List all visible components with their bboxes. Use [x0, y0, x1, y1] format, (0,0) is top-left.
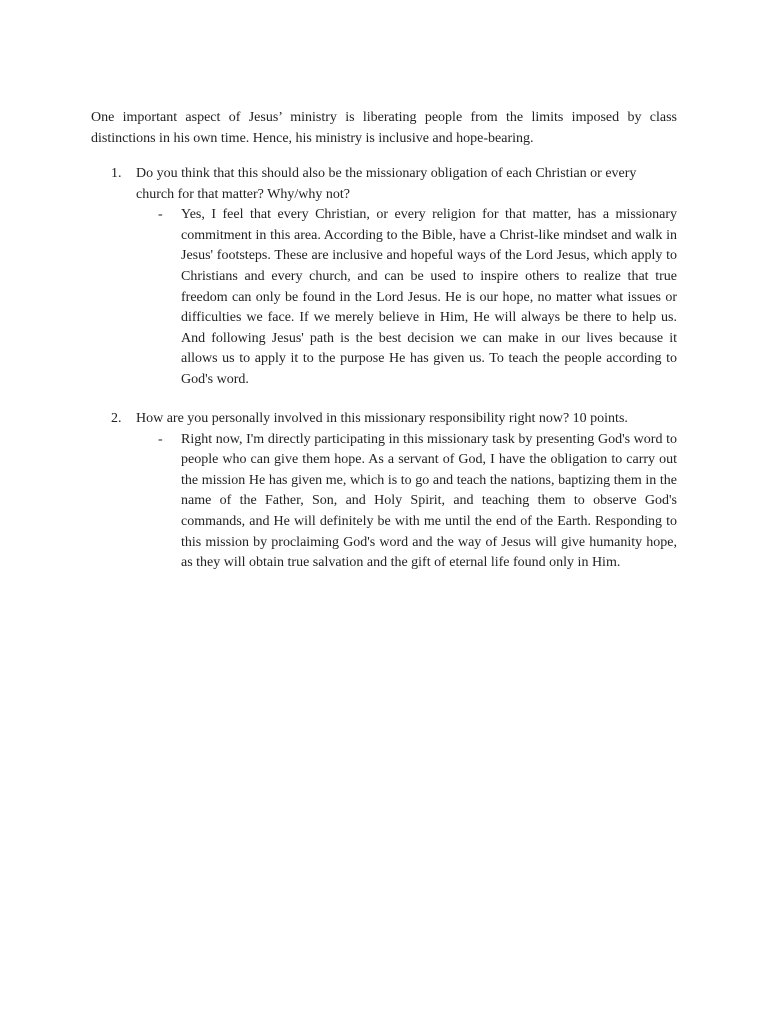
question-text: How are you personally involved in this missionary responsibility right now? 10 points. [136, 411, 628, 426]
answer-text: Yes, I feel that every Christian, or every religion for that matter, has a missionary commitment in this area. According to the Bible, have a Christ-like mindset and walk in Jesus' footsteps. These are inclusive and hopeful ways of the Lord Jesus, which apply to Christians and every church, and can be used to inspire others to realize that true freedom can only be found in the Lord Jesus. He is our hope, no matter what issues or difficulties we face. If we merely believe in Him, He will always be there to help us. And following Jesus' path is the best decision we can make in our lives because it allows us to apply it to the purpose He has given us. To teach the people according to God's word. [181, 207, 677, 387]
question-row [111, 164, 677, 205]
question-item-1 [111, 164, 677, 391]
answer-bullet: - [158, 207, 163, 223]
question-number: 1. [111, 166, 122, 181]
question-item-2 [111, 409, 677, 574]
answer-row [111, 205, 677, 390]
intro-paragraph: One important aspect of Jesus’ ministry is liberating people from the limits imposed by class distinctions in his own time. Hence, his ministry is inclusive and hope-bearing. [91, 110, 677, 146]
answer-text: Right now, I'm directly participating in this missionary task by presenting God's word to people who can give them hope. As a servant of God, I have the obligation to carry out the mission He has given me, which is to go and teach the nations, baptizing them in the name of the Father, Son, and Holy Spirit, and teaching them to observe God's commands, and He will definitely be with me until the end of the Earth. Responding to this mission by proclaiming God's word and the way of Jesus will give humanity hope, as they will obtain true salvation and the gift of eternal life found only in Him. [181, 431, 677, 571]
question-text: Do you think that this should also be the missionary obligation of each Christian or every church for that matter? Why/why not? [136, 166, 637, 202]
answer-bullet: - [158, 431, 163, 447]
question-number: 2. [111, 411, 122, 426]
question-row [111, 409, 677, 430]
answer-row [111, 430, 677, 574]
